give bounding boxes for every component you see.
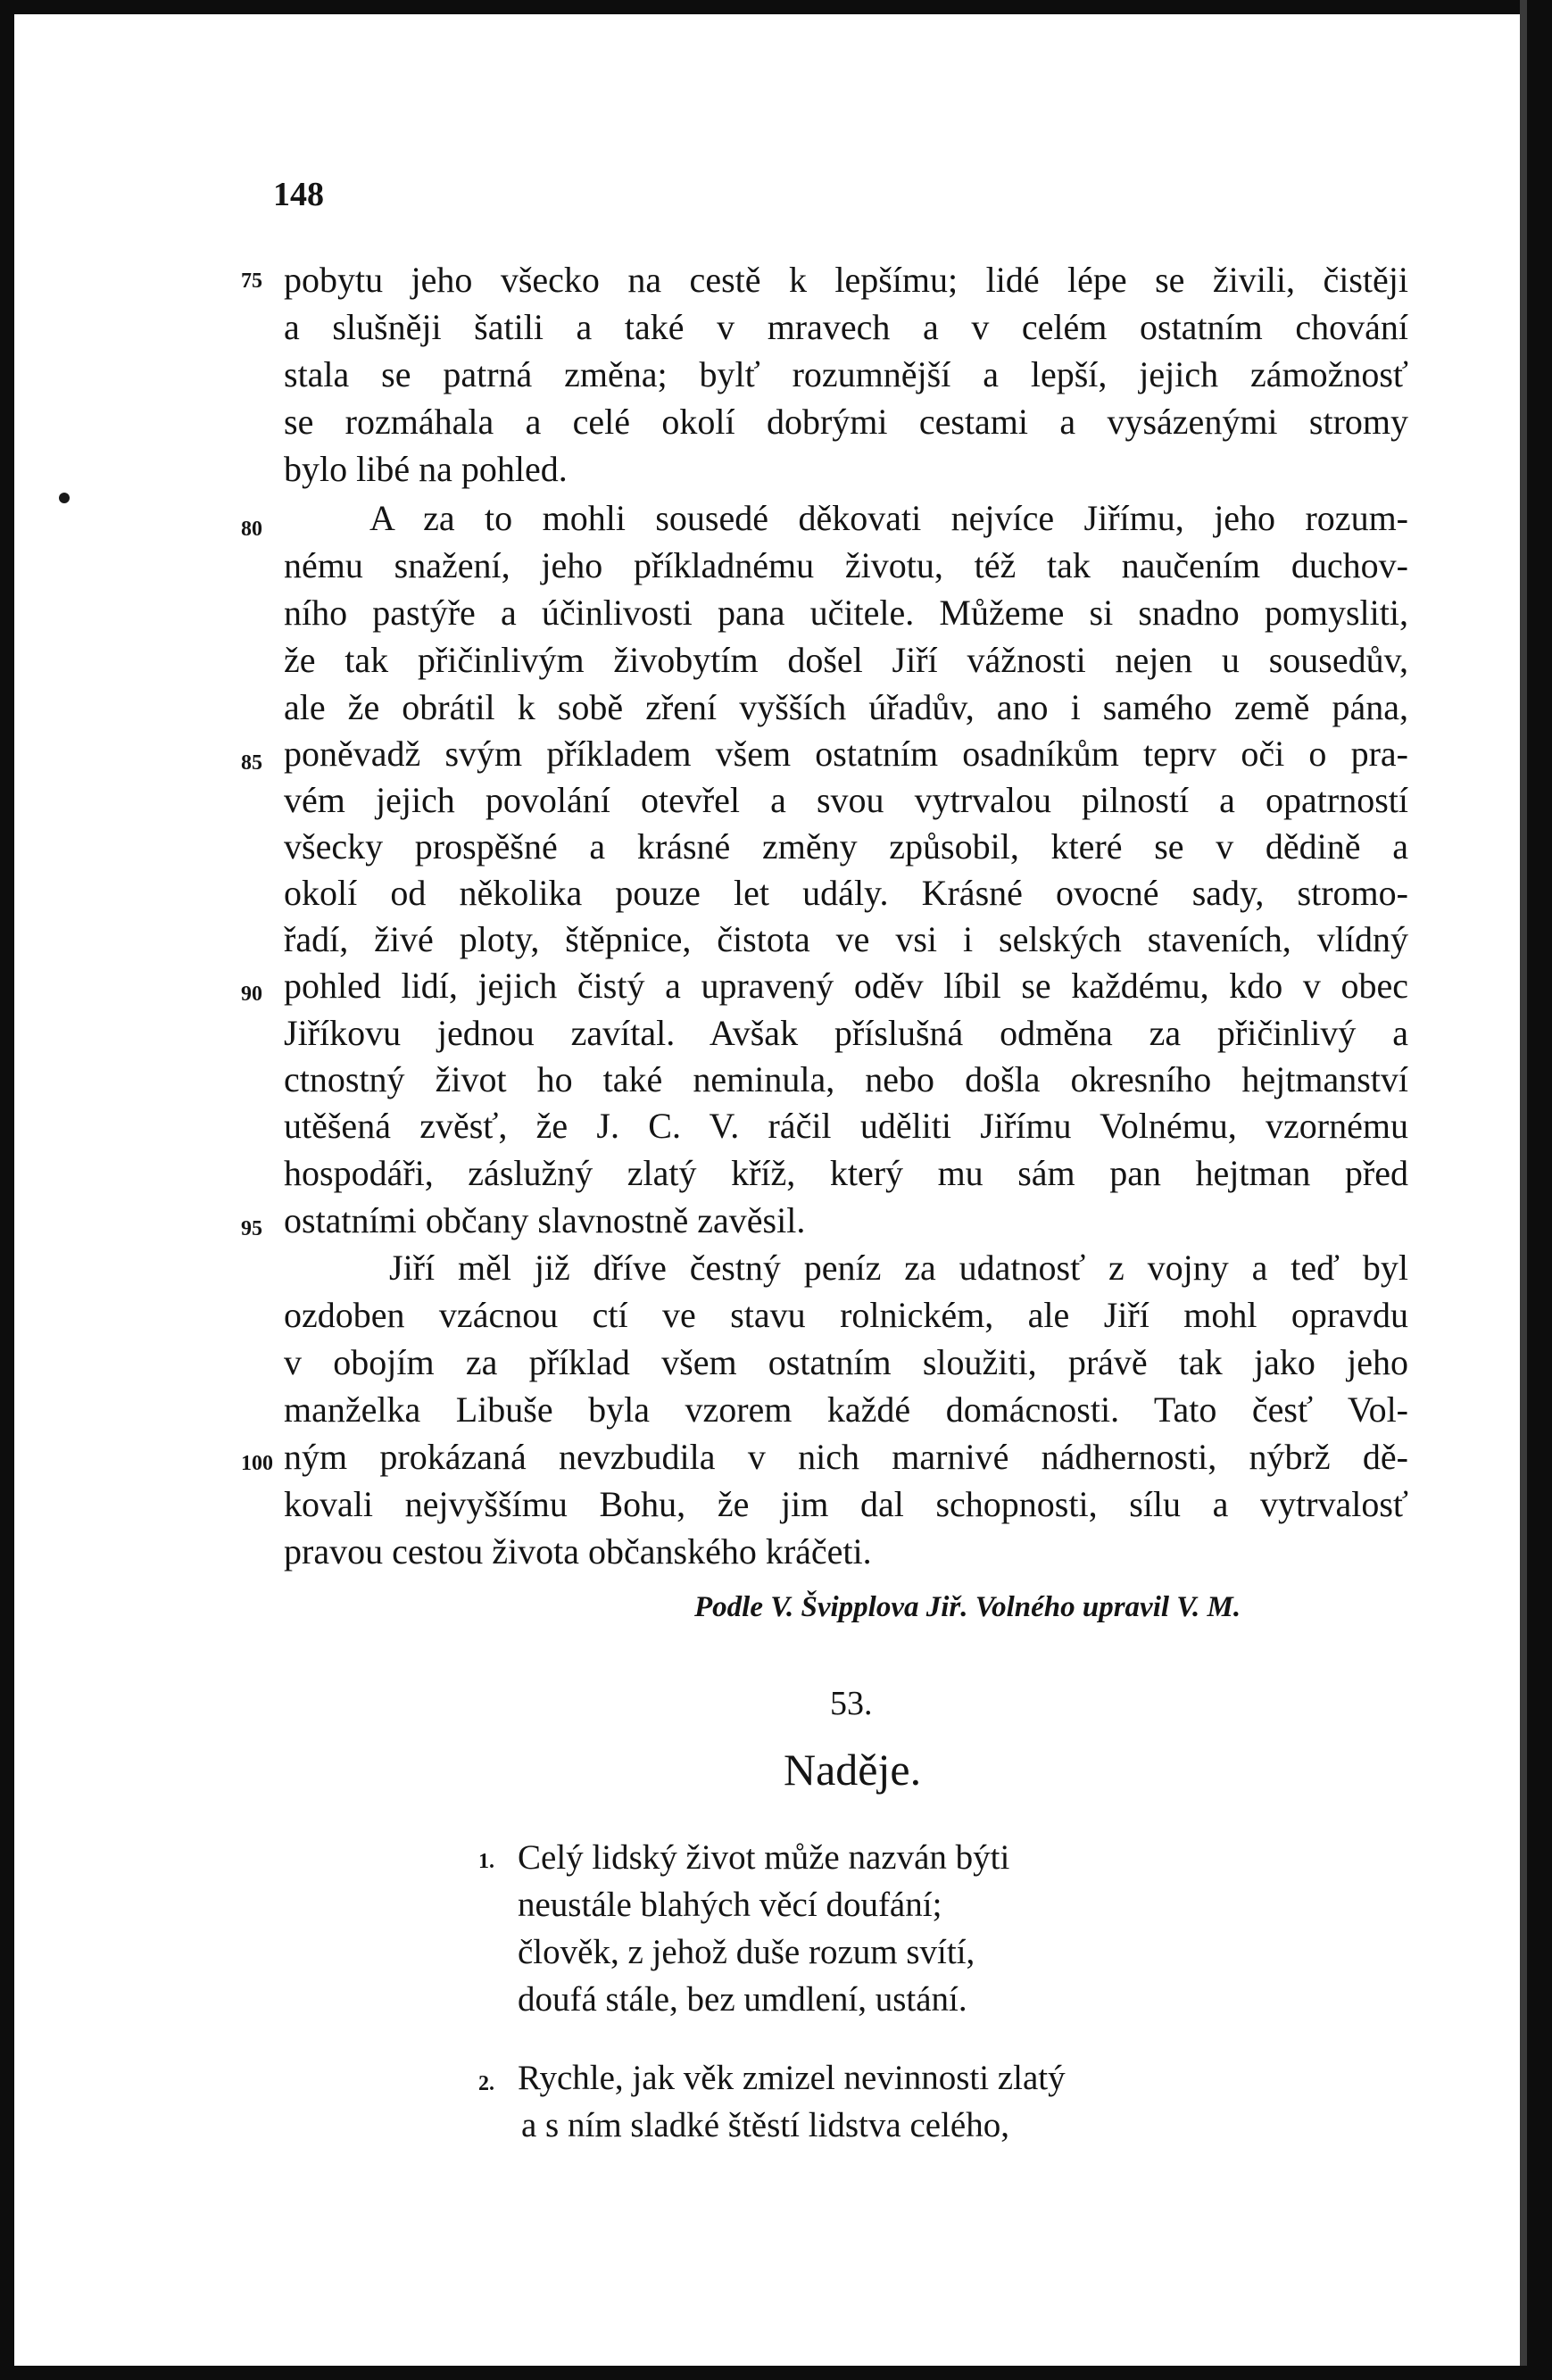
line-number-100: 100: [241, 1452, 273, 1475]
poem-number: 53.: [830, 1685, 873, 1722]
prose-line: utěšená zvěsť, že J. C. V. ráčil uděliti Jiřímu Volnému, vzornému: [284, 1106, 1408, 1146]
verse-line: doufá stále, bez umdlení, ustání.: [518, 1980, 967, 2019]
verse-line: Rychle, jak věk zmizel nevinnosti zlatý: [518, 2059, 1066, 2097]
prose-line: se rozmáhala a celé okolí dobrými cestami a vysázenými stromy: [284, 402, 1408, 442]
line-number-75: 75: [241, 270, 262, 293]
prose-line: manželka Libuše byla vzorem každé domácnosti. Tato česť Vol-: [284, 1389, 1408, 1430]
scan-border-left: [0, 0, 14, 2380]
verse-line: neustále blahých věcí doufání;: [518, 1886, 942, 1924]
stanza-number: 1.: [478, 1850, 494, 1873]
prose-line: hospodáři, záslužný zlatý kříž, který mu sám pan hejtman před: [284, 1153, 1408, 1193]
prose-line: kovali nejvyššímu Bohu, že jim dal schopnosti, sílu a vytrvalosť: [284, 1484, 1408, 1524]
verse-line: Celý lidský život může nazván býti: [518, 1838, 1010, 1877]
prose-line: ozdoben vzácnou ctí ve stavu rolnickém, ale Jiří mohl opravdu: [284, 1295, 1408, 1335]
prose-line: ctnostný život ho také neminula, nebo došla okresního hejtmanství: [284, 1059, 1408, 1099]
line-number-80: 80: [241, 518, 262, 541]
prose-line: pravou cestou života občanského kráčeti.: [284, 1531, 872, 1571]
prose-line: ným prokázaná nevzbudila v nich marnivé nádhernosti, nýbrž dě-: [284, 1437, 1408, 1477]
prose-line: v obojím za příklad všem ostatním sloužiti, právě tak jako jeho: [284, 1342, 1408, 1382]
stanza-number: 2.: [478, 2072, 494, 2095]
prose-line: stala se patrná změna; bylť rozumnější a lepší, jejich zámožnosť: [284, 354, 1408, 394]
prose-line: ního pastýře a účinlivosti pana učitele. Můžeme si snadno pomysliti,: [284, 593, 1408, 633]
prose-line: že tak přičinlivým živobytím došel Jiří vážnosti nejen u sousedův,: [284, 640, 1408, 680]
prose-line: A za to mohli sousedé děkovati nejvíce Jiřímu, jeho rozum-: [369, 498, 1408, 538]
scan-border-right: [1527, 0, 1552, 2380]
prose-line: a slušněji šatili a také v mravech a v celém ostatním chování: [284, 307, 1408, 347]
line-number-90: 90: [241, 983, 262, 1006]
prose-line: bylo libé na pohled.: [284, 449, 568, 489]
prose-line: všecky prospěšné a krásné změny způsobil, které se v dědině a: [284, 826, 1408, 867]
prose-line: pobytu jeho všecko na cestě k lepšímu; lidé lépe se živili, čistěji: [284, 260, 1408, 300]
prose-line: ostatními občany slavnostně zavěsil.: [284, 1200, 806, 1240]
scan-border-bottom: [0, 2366, 1552, 2380]
line-number-85: 85: [241, 751, 262, 775]
prose-line: poněvadž svým příkladem všem ostatním osadníkům teprv oči o pra-: [284, 734, 1408, 774]
poem-title: Naděje.: [784, 1745, 922, 1795]
prose-line: řadí, živé ploty, štěpnice, čistota ve vsi i selských staveních, vlídný: [284, 919, 1408, 959]
prose-line: okolí od několika pouze let udály. Krásné ovocné sady, stromo-: [284, 873, 1408, 913]
verse-line: člověk, z jehož duše rozum svítí,: [518, 1933, 975, 1971]
page-number: 148: [273, 176, 324, 213]
prose-line: nému snažení, jeho příkladnému životu, též tak naučením duchov-: [284, 545, 1408, 585]
prose-line: Jiří měl již dříve čestný peníz za udatnosť z vojny a teď byl: [389, 1248, 1408, 1288]
line-number-95: 95: [241, 1217, 262, 1240]
prose-line: Jiříkovu jednou zavítal. Avšak příslušná odměna za přičinlivý a: [284, 1013, 1408, 1053]
prose-line: vém jejich povolání otevřel a svou vytrvalou pilností a opatrností: [284, 780, 1408, 820]
scan-border-top: [0, 0, 1552, 14]
prose-line: ale že obrátil k sobě zření vyšších úřadův, ano i samého země pána,: [284, 687, 1408, 727]
verse-line: a s ním sladké štěstí lidstva celého,: [521, 2106, 1009, 2144]
scan-shadow-right: [1520, 0, 1527, 2380]
prose-line: pohled lidí, jejich čistý a upravený oděv líbil se každému, kdo v obec: [284, 966, 1408, 1006]
ink-speck: [59, 493, 70, 503]
attribution: Podle V. Švipplova Jiř. Volného upravil V. M.: [694, 1591, 1241, 1623]
